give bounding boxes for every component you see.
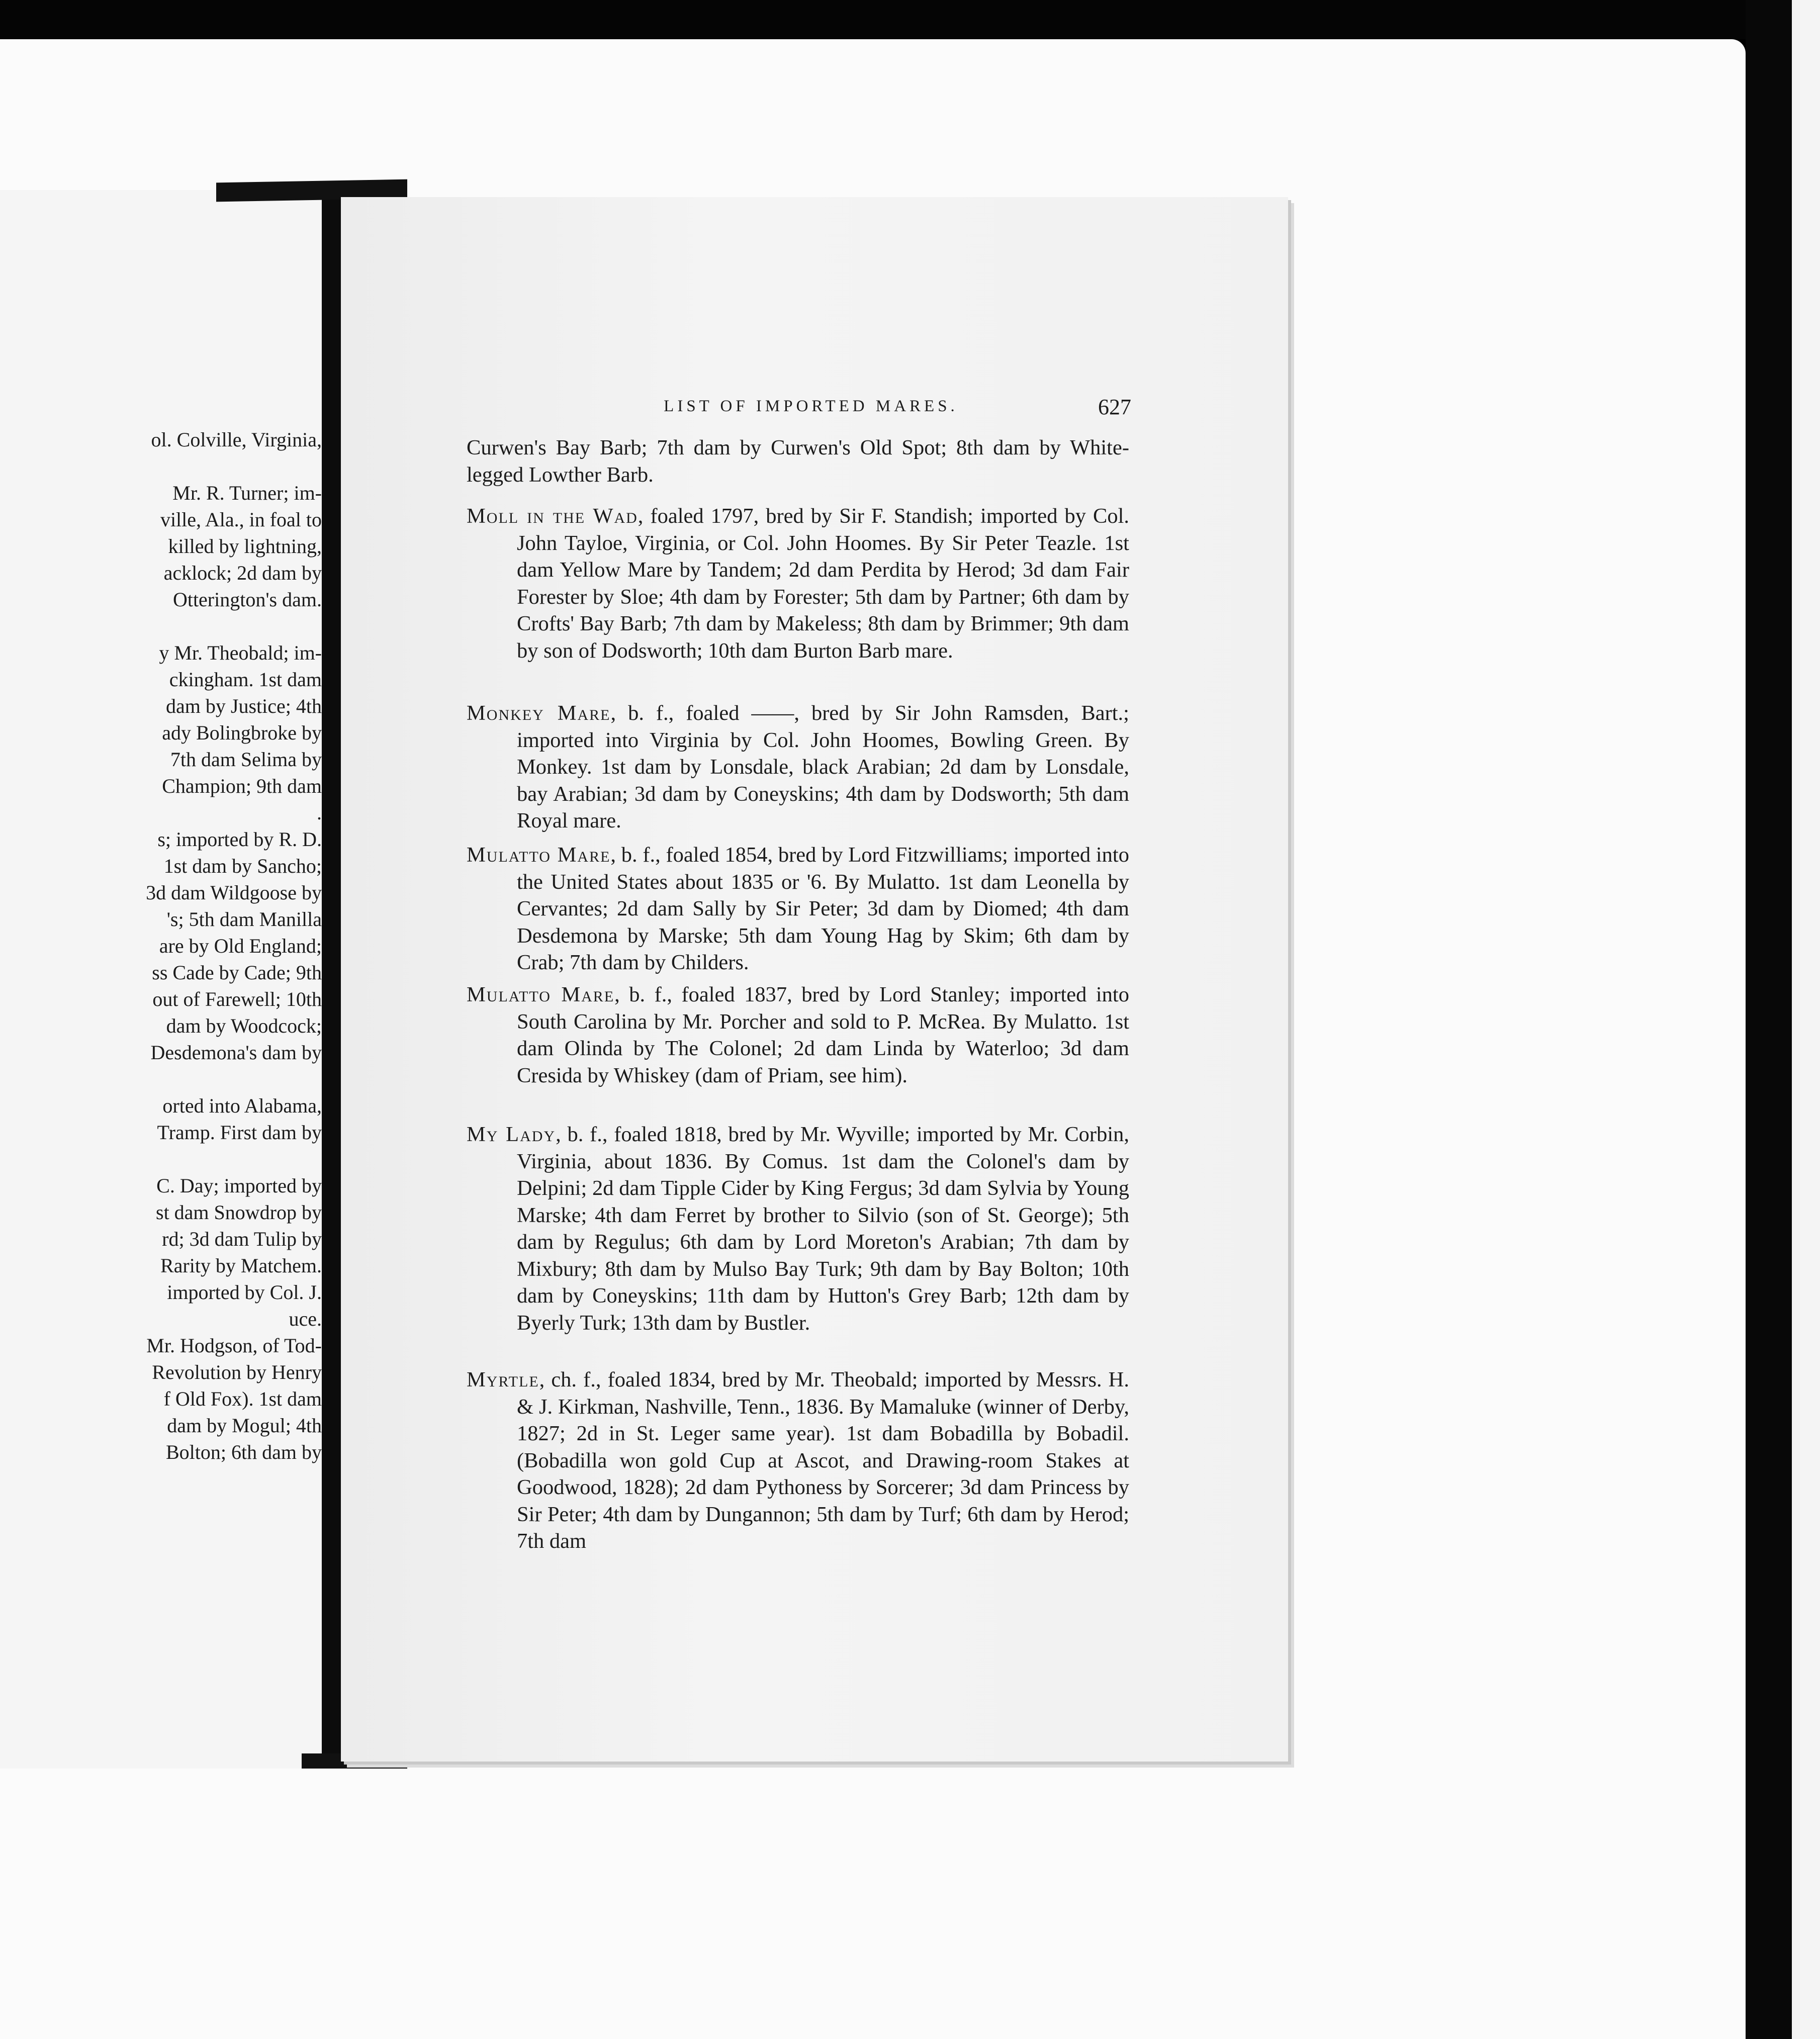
entry-text: , b. f., foaled 1837, bred by Lord Stanley; imported into South Carolina by Mr. Porcher and sold to P. McRea. By Mulatto. 1st dam Olinda by The Colonel; 2d dam Linda by Waterloo; 3d dam Cresida by Whiskey (dam of Priam, see him). <box>517 983 1129 1087</box>
entry-mulatto-mare-1854 <box>467 842 1129 976</box>
facing-page-line: st dam Snowdrop by <box>156 1201 322 1224</box>
facing-page-line: Mr. Hodgson, of Tod- <box>146 1334 322 1357</box>
entry-name: Monkey Mare <box>467 701 611 725</box>
adjacent-page-edge <box>1792 0 1820 2039</box>
continuation-paragraph <box>467 434 1129 488</box>
facing-page-line: ol. Colville, Virginia, <box>151 428 322 451</box>
facing-page-line: orted into Alabama, <box>162 1094 322 1117</box>
entry-text: , ch. f., foaled 1834, bred by Mr. Theobald; imported by Messrs. H. & J. Kirkman, Nashville, Tenn., 1836. By Mamaluke (winner of Derby, 1827; 2d in St. Leger same year). 1st dam Bobadilla by Bobadil. (Bobadilla won gold Cup at Ascot, and Drawing-room Stakes at Goodwood, 1828); 2d dam Pythoness by Sorcerer; 3d dam Princess by Sir Peter; 4th dam by Dungannon; 5th dam by Turf; 6th dam by Herod; 7th dam <box>517 1368 1129 1553</box>
entry-myrtle <box>467 1366 1129 1555</box>
facing-page-line: out of Farewell; 10th <box>152 988 322 1010</box>
facing-page-line: y Mr. Theobald; im- <box>159 641 322 664</box>
entry-text: , b. f., foaled 1854, bred by Lord Fitzwilliams; imported into the United States about 1835 or '6. By Mulatto. 1st dam Leonella by Cervantes; 2d dam Sally by Sir Peter; 3d dam by Diomed; 4th dam Desdemona by Marske; 5th dam Young Hag by Skim; 6th dam by Crab; 7th dam by Childers. <box>517 843 1129 974</box>
facing-page-line: C. Day; imported by <box>156 1174 322 1197</box>
entry-text: , b. f., foaled ——, bred by Sir John Ramsden, Bart.; imported into Virginia by Col. John Hoomes, Bowling Green. By Monkey. 1st dam by Lonsdale, black Arabian; 2d dam by Lonsdale, bay Arabian; 3d dam by Coneyskins; 4th dam by Dodsworth; 5th dam Royal mare. <box>517 701 1129 832</box>
facing-page-line: imported by Col. J. <box>167 1281 322 1304</box>
facing-page-line: Mr. R. Turner; im- <box>172 482 322 504</box>
entry-name: Moll in the Wad <box>467 504 638 528</box>
facing-page-line: dam by Woodcock; <box>166 1014 322 1037</box>
facing-page-line: Rarity by Matchem. <box>160 1254 322 1277</box>
facing-page-line: ady Bolingbroke by <box>162 721 322 744</box>
entry-text: , b. f., foaled 1818, bred by Mr. Wyville; imported by Mr. Corbin, Virginia, about 1836. By Comus. 1st dam the Colonel's dam by Delpini; 2d dam Tipple Cider by King Fergus; 3d dam Sylvia by Young Marske; 4th dam Ferret by brother to Silvio (son of St. George); 5th dam by Regulus; 6th dam by Lord Moreton's Arabian; 7th dam by Mixbury; 8th dam by Mulso Bay Turk; 9th dam by Bay Bolton; 10th dam by Coneyskins; 11th dam by Hutton's Grey Barb; 12th dam by Byerly Turk; 13th dam by Bustler. <box>517 1123 1129 1335</box>
continuation-text: Curwen's Bay Barb; 7th dam by Curwen's Old Spot; 8th dam by White-legged Lowther Barb. <box>467 436 1129 487</box>
facing-page-line: 7th dam Selima by <box>170 748 322 771</box>
facing-page-line: Tramp. First dam by <box>157 1121 322 1144</box>
facing-page-line: ss Cade by Cade; 9th <box>152 961 322 984</box>
book-binding <box>322 193 341 1768</box>
facing-page-line: killed by lightning, <box>168 535 322 558</box>
facing-page <box>0 190 330 1769</box>
entry-mulatto-mare-1837 <box>467 981 1129 1089</box>
book-page <box>341 197 1288 1762</box>
entry-name: My Lady <box>467 1123 556 1146</box>
facing-page-line: ckingham. 1st dam <box>169 668 322 691</box>
facing-page-line: uce. <box>289 1308 322 1330</box>
scanner-top-border <box>0 0 1820 39</box>
page-number: 627 <box>1098 395 1131 419</box>
facing-page-line: f Old Fox). 1st dam <box>163 1387 322 1410</box>
facing-page-line: 1st dam by Sancho; <box>163 855 322 877</box>
entry-monkey-mare <box>467 700 1129 835</box>
facing-page-line: . <box>317 801 322 824</box>
facing-page-line: 3d dam Wildgoose by <box>146 881 322 904</box>
facing-page-line: s; imported by R. D. <box>157 828 322 851</box>
facing-page-line: Revolution by Henry <box>152 1361 322 1383</box>
facing-page-line: 's; 5th dam Manilla <box>166 908 322 931</box>
entry-text: , foaled 1797, bred by Sir F. Standish; imported by Col. John Tayloe, Virginia, or Col. John Hoomes. By Sir Peter Teazle. 1st dam Yellow Mare by Tandem; 2d dam Perdita by Herod; 3d dam Fair Forester by Sloe; 4th dam by Forester; 5th dam by Partner; 6th dam by Crofts' Bay Barb; 7th dam by Makeless; 8th dam by Brimmer; 9th dam by son of Dodsworth; 10th dam Burton Barb mare. <box>517 504 1129 663</box>
facing-page-line: dam by Mogul; 4th <box>167 1414 322 1437</box>
entry-moll-in-the-wad <box>467 503 1129 664</box>
entry-name: Myrtle <box>467 1368 539 1392</box>
entry-my-lady <box>467 1121 1129 1336</box>
facing-page-line: rd; 3d dam Tulip by <box>162 1228 322 1250</box>
facing-page-line: Desdemona's dam by <box>150 1041 322 1064</box>
scanner-right-border <box>1746 0 1792 2039</box>
facing-page-line: ville, Ala., in foal to <box>160 508 322 531</box>
facing-page-line: Otterington's dam. <box>172 588 322 611</box>
entry-name: Mulatto Mare <box>467 843 611 867</box>
facing-page-line: dam by Justice; 4th <box>166 695 322 717</box>
running-head: LIST OF IMPORTED MARES. <box>664 397 958 415</box>
facing-page-line: acklock; 2d dam by <box>163 562 322 584</box>
facing-page-line: Bolton; 6th dam by <box>166 1441 322 1463</box>
facing-page-line: Champion; 9th dam <box>162 775 322 797</box>
facing-page-line: are by Old England; <box>159 935 322 957</box>
entry-name: Mulatto Mare <box>467 983 615 1006</box>
